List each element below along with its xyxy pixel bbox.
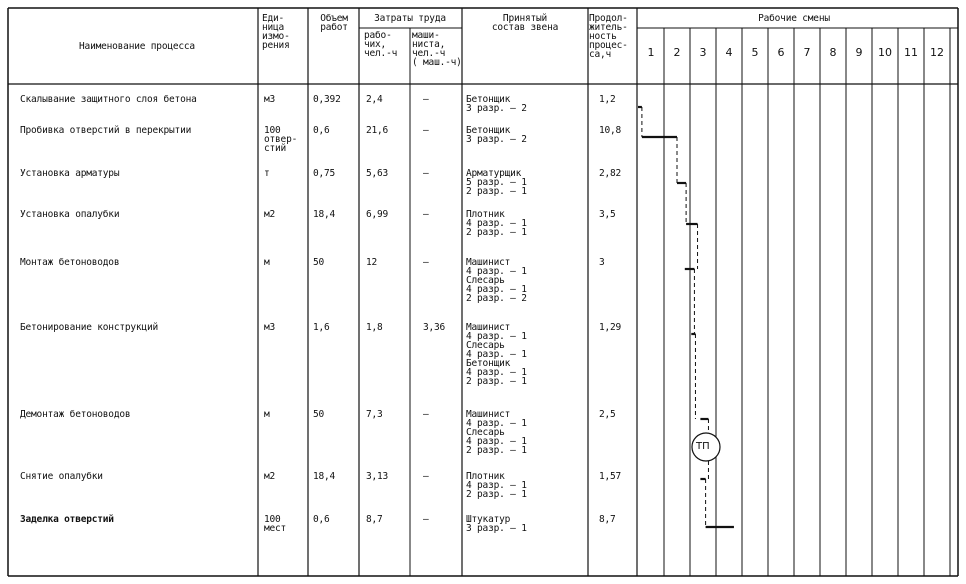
row-8-duration: 1,57 (599, 471, 622, 482)
header-duration: Продол- житель- ность процес- са,ч (589, 13, 628, 60)
row-4-crew: Плотник 4 разр. – 1 2 разр. – 1 (466, 209, 527, 238)
row-8-workers: 3,13 (366, 471, 389, 482)
row-7-duration: 2,5 (599, 409, 616, 420)
row-5-duration: 3 (599, 257, 605, 268)
row-7-process: Демонтаж бетоноводов (20, 409, 131, 420)
row-2-duration: 10,8 (599, 125, 622, 136)
row-2-crew: Бетонщик 3 разр. – 2 (466, 125, 527, 145)
row-8-crew: Плотник 4 разр. – 1 2 разр. – 1 (466, 471, 527, 500)
row-3-machinist: – (423, 168, 429, 179)
row-6-unit: м3 (264, 322, 276, 333)
row-9-machinist: – (423, 514, 429, 525)
row-3-crew: Арматурщик 5 разр. – 1 2 разр. – 1 (466, 168, 527, 197)
row-2-machinist: – (423, 125, 429, 136)
row-4-duration: 3,5 (599, 209, 616, 220)
row-2-volume: 0,6 (313, 125, 330, 136)
row-6-machinist: 3,36 (423, 322, 446, 333)
row-1-crew: Бетонщик 3 разр. – 2 (466, 94, 527, 114)
row-1-duration: 1,2 (599, 94, 616, 105)
row-3-workers: 5,63 (366, 168, 389, 179)
row-5-machinist: – (423, 257, 429, 268)
row-9-volume: 0,6 (313, 514, 330, 525)
shift-number-3: 3 (699, 46, 707, 59)
row-6-workers: 1,8 (366, 322, 383, 333)
row-5-unit: м (264, 257, 270, 268)
row-1-machinist: – (423, 94, 429, 105)
row-3-unit: т (264, 168, 270, 179)
row-9-crew: Штукатур 3 разр. – 1 (466, 514, 527, 534)
row-8-process: Снятие опалубки (20, 471, 103, 482)
shift-number-8: 8 (829, 46, 837, 59)
row-8-volume: 18,4 (313, 471, 336, 482)
row-4-process: Установка опалубки (20, 209, 120, 220)
row-3-volume: 0,75 (313, 168, 336, 179)
row-5-process: Монтаж бетоноводов (20, 257, 120, 268)
header-volume: Объем работ (320, 13, 348, 33)
row-6-crew: Машинист 4 разр. – 1 Слесарь 4 разр. – 1 Бетонщик 4 разр. – 1 2 разр. – 1 (466, 322, 527, 387)
header-crew: Принятый состав звена (491, 13, 559, 33)
row-1-unit: м3 (264, 94, 276, 105)
row-1-process: Скалывание защитного слоя бетона (20, 94, 197, 105)
row-5-crew: Машинист 4 разр. – 1 Слесарь 4 разр. – 1 2 разр. – 2 (466, 257, 527, 304)
shift-number-4: 4 (725, 46, 733, 59)
shift-number-11: 11 (904, 46, 918, 59)
row-4-unit: м2 (264, 209, 276, 220)
row-2-process: Пробивка отверстий в перекрытии (20, 125, 192, 136)
header-machinist: маши- ниста, чел.-ч ( маш.-ч) (412, 30, 462, 68)
shift-number-10: 10 (878, 46, 892, 59)
tp-marker-label: ТП (696, 441, 710, 452)
row-2-workers: 21,6 (366, 125, 389, 136)
row-4-workers: 6,99 (366, 209, 389, 220)
header-unit: Еди- ница измо- рения (262, 13, 290, 51)
row-1-volume: 0,392 (313, 94, 341, 105)
row-6-process: Бетонирование конструкций (20, 322, 158, 333)
header-labor: Затраты труда (374, 13, 446, 24)
row-6-duration: 1,29 (599, 322, 622, 333)
shift-number-9: 9 (855, 46, 863, 59)
shift-number-1: 1 (647, 46, 655, 59)
row-1-workers: 2,4 (366, 94, 383, 105)
shift-number-12: 12 (930, 46, 944, 59)
header-shifts: Рабочие смены (758, 13, 830, 24)
shift-number-5: 5 (751, 46, 759, 59)
row-9-process: Заделка отверстий (20, 514, 114, 525)
row-3-duration: 2,82 (599, 168, 622, 179)
header-process: Наименование процесса (79, 41, 195, 52)
row-7-unit: м (264, 409, 270, 420)
row-8-machinist: – (423, 471, 429, 482)
shift-number-7: 7 (803, 46, 811, 59)
row-7-crew: Машинист 4 разр. – 1 Слесарь 4 разр. – 1 2 разр. – 1 (466, 409, 527, 456)
row-3-process: Установка арматуры (20, 168, 120, 179)
shift-number-2: 2 (673, 46, 681, 59)
row-7-volume: 50 (313, 409, 325, 420)
shift-number-6: 6 (777, 46, 785, 59)
row-9-workers: 8,7 (366, 514, 383, 525)
row-8-unit: м2 (264, 471, 276, 482)
row-2-unit: 100 отвер- стий (264, 125, 298, 154)
row-5-workers: 12 (366, 257, 378, 268)
row-9-unit: 100 мест (264, 514, 287, 534)
row-4-machinist: – (423, 209, 429, 220)
row-6-volume: 1,6 (313, 322, 330, 333)
row-5-volume: 50 (313, 257, 325, 268)
row-4-volume: 18,4 (313, 209, 336, 220)
row-7-workers: 7,3 (366, 409, 383, 420)
header-workers: рабо- чих, чел.-ч (364, 30, 398, 59)
row-9-duration: 8,7 (599, 514, 616, 525)
row-7-machinist: – (423, 409, 429, 420)
